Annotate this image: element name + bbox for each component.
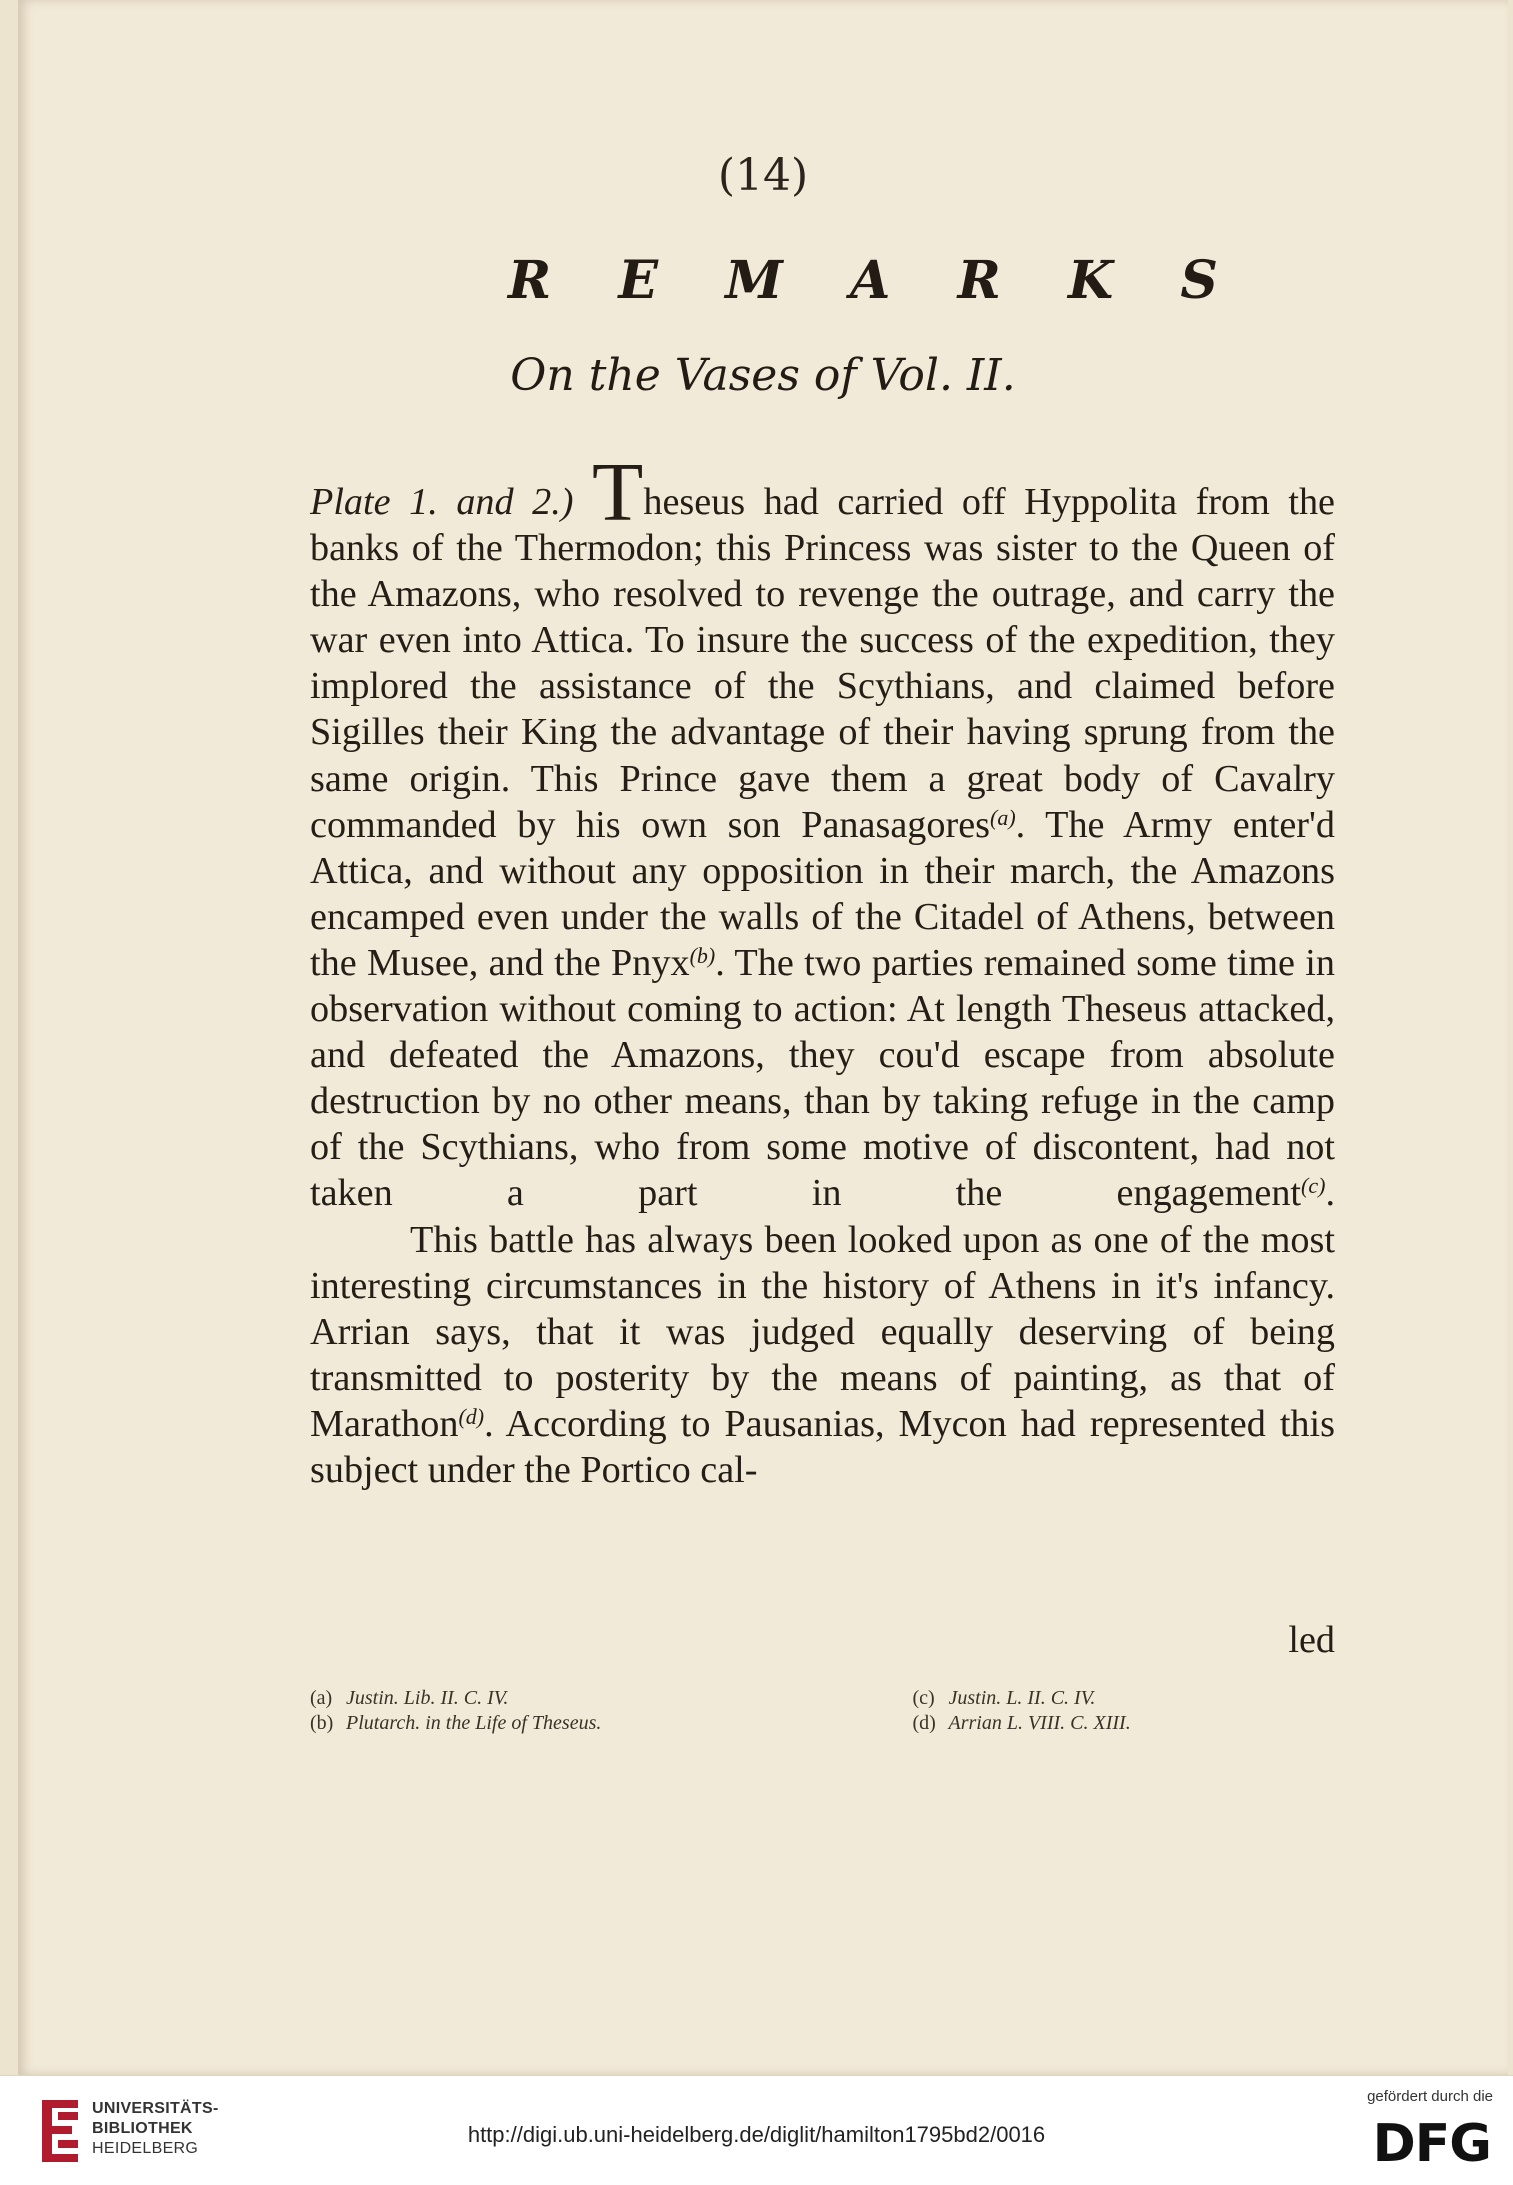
title-letter: E [618, 250, 659, 311]
footnote-mark-b[interactable]: (b) [689, 942, 716, 968]
logo-line: HEIDELBERG [92, 2140, 199, 2157]
viewer-footer [0, 2075, 1513, 2185]
drop-cap: T [592, 446, 644, 539]
footnote-mark-d[interactable]: (d) [458, 1403, 485, 1429]
paragraph-text: . [1325, 1172, 1335, 1215]
footnote-label: (b) [310, 1712, 334, 1734]
footnotes [310, 1686, 1335, 1736]
footnote-label: (a) [310, 1687, 333, 1709]
footnote-text: Plutarch. in the Life of Theseus. [346, 1712, 602, 1734]
title-letter: R [957, 250, 1001, 311]
title-letter: M [725, 250, 783, 311]
footnote-text: Justin. L. II. C. IV. [948, 1687, 1096, 1709]
footnote-d [913, 1711, 1336, 1736]
footnotes-left-column [310, 1686, 823, 1736]
logo-line: BIBLIOTHEK [92, 2120, 193, 2137]
footnotes-right-column [823, 1686, 1336, 1736]
page-title [508, 250, 1218, 311]
body-text [310, 446, 1336, 1493]
paragraph-text: . The Army enter'd Attica, and without any opposition in their march, the Amazons encamped even under the walls of the Citadel of Athens, between the Musee, and the Pnyx [310, 803, 1335, 984]
footnote-b [310, 1711, 823, 1736]
footnote-a [310, 1686, 823, 1711]
catchword: led [1288, 1619, 1335, 1661]
plate-reference: Plate 1. and 2.) [310, 481, 574, 523]
paragraph-1 [310, 446, 1336, 1217]
page-number: (14) [717, 150, 809, 201]
page-subtitle: On the Vases of Vol. II. [510, 350, 1016, 401]
paragraph-text: . According to Pausanias, Mycon had represented this subject under the Portico cal- [310, 1402, 1335, 1491]
title-letter: S [1180, 250, 1218, 311]
title-letter: A [850, 250, 891, 311]
paragraph-text: This battle has always been looked upon as one of the most interesting circumstances in the history of Athens in it's infancy. Arrian says, that it was judged equally deserving of being transmitted to posterity by the means of painting, as that of Marathon [310, 1218, 1335, 1445]
footnote-mark-a[interactable]: (a) [990, 804, 1016, 830]
paragraph-text: heseus had carried off Hyppolita from the banks of the Thermodon; this Princess was sister to the Queen of the Amazons, who resolved to revenge the outrage, and carry the war even into Attica. To insure the success of the expedition, they implored the assistance of the Scythians, and claimed before Sigilles their King the advantage of their having sprung from the same origin. This Prince gave them a great body of Cavalry commanded by his own son Panasagores [310, 481, 1335, 846]
logo-line: UNIVERSITÄTS- [92, 2100, 219, 2117]
footnote-text: Arrian L. VIII. C. XIII. [948, 1712, 1131, 1734]
permalink-url[interactable]: http://digi.ub.uni-heidelberg.de/diglit/hamilton1795bd2/0016 [467, 2122, 1046, 2147]
paragraph-2 [310, 1217, 1335, 1494]
footnote-label: (c) [912, 1687, 935, 1709]
title-letter: R [508, 250, 552, 311]
footnote-text: Justin. Lib. II. C. IV. [346, 1687, 509, 1709]
funding-label: gefördert durch die [1367, 2088, 1493, 2105]
footnote-label: (d) [912, 1712, 936, 1734]
dfg-logo[interactable]: DFG [1372, 2114, 1491, 2174]
footnote-c [913, 1686, 1336, 1711]
title-letter: K [1068, 250, 1114, 311]
footnote-mark-c[interactable]: (c) [1301, 1173, 1326, 1199]
paragraph-text: . The two parties remained some time in observation without coming to action: At length Theseus attacked, and defeated the Amazons, they cou'd escape from absolute destruction by no other means, than by taking refuge in the camp of the Scythians, who from some motive of discontent, had not taken a part in the engagement [310, 941, 1336, 1215]
